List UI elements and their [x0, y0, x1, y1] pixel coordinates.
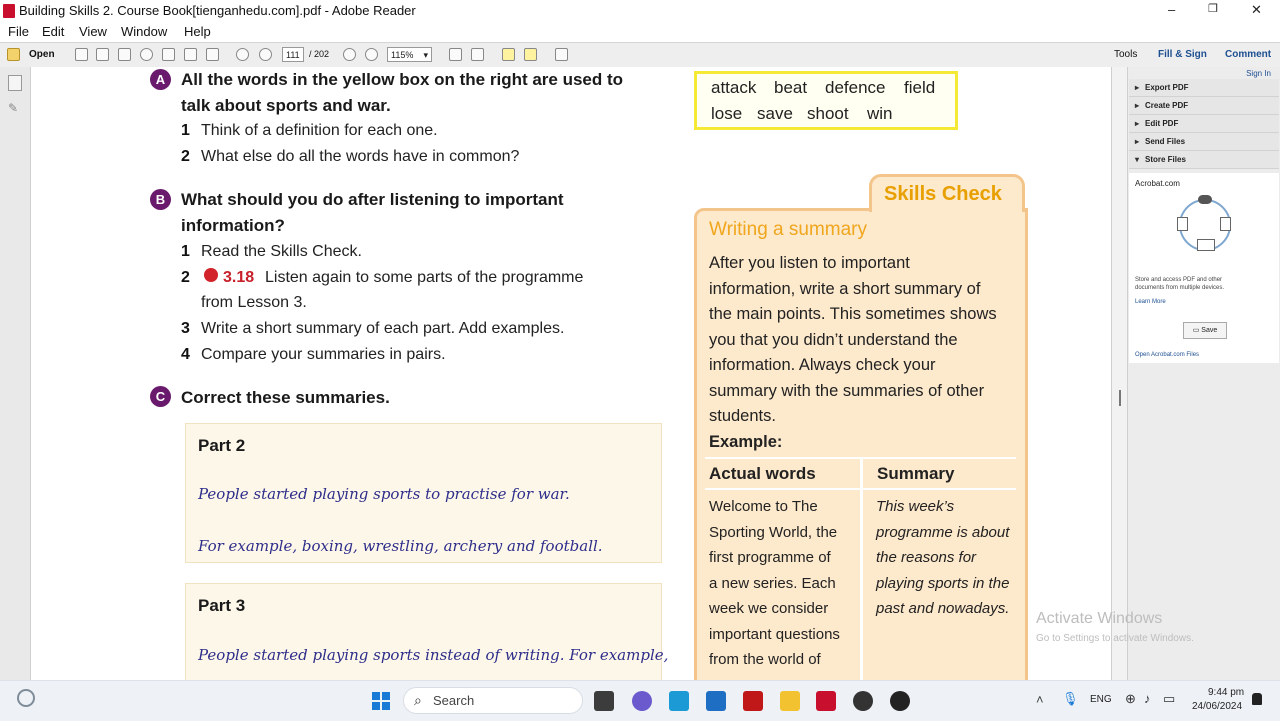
- skills-body-line: students.: [709, 407, 776, 425]
- section-a-item: Think of a definition for each one.: [201, 122, 438, 139]
- section-c-badge: C: [150, 386, 171, 407]
- example-label: Example:: [709, 433, 783, 451]
- taskbar: [0, 680, 1280, 721]
- learn-more-link[interactable]: Learn More: [1135, 299, 1166, 305]
- tools-tab[interactable]: Tools: [1114, 49, 1138, 60]
- title-bar: [0, 0, 1280, 22]
- part-title: Part 2: [198, 436, 246, 455]
- skills-body-line: the main points. This sometimes shows: [709, 305, 997, 323]
- widgets-icon[interactable]: [17, 689, 35, 707]
- expand-arrow-icon: ▸: [1135, 101, 1140, 110]
- item-number: 2: [181, 269, 190, 286]
- scrollbar-thumb[interactable]: [1119, 390, 1121, 406]
- section-b-item: Listen again to some parts of the programme: [265, 269, 584, 286]
- panel-item-label: Export PDF: [1145, 83, 1189, 92]
- folder-icon[interactable]: [7, 48, 20, 61]
- save-icon[interactable]: [162, 48, 175, 61]
- actual-words-line: Sporting World, the: [709, 524, 838, 541]
- page-total: / 202: [309, 49, 330, 59]
- notification-bell-icon[interactable]: [1252, 693, 1262, 705]
- collapse-arrow-icon: ▾: [1135, 155, 1140, 164]
- toolbar: [0, 42, 1280, 68]
- summary-line: This week’s: [876, 498, 955, 515]
- activation-watermark-subtitle: Go to Settings to activate Windows.: [1036, 633, 1194, 644]
- panel-item-edit-pdf[interactable]: [1129, 115, 1279, 133]
- store-files-content: [1129, 173, 1279, 363]
- item-number: 3: [181, 320, 190, 337]
- item-number: 1: [181, 122, 190, 139]
- column-header: Summary: [877, 464, 955, 483]
- next-page-icon[interactable]: [259, 48, 272, 61]
- menu-edit[interactable]: Edit: [42, 24, 65, 39]
- taskbar-search[interactable]: [403, 687, 583, 714]
- fit-width-icon[interactable]: [471, 48, 484, 61]
- skills-check-label: Skills Check: [884, 183, 1002, 205]
- handwritten-line: People started playing sports to practise for war.: [198, 485, 570, 503]
- app-dark-icon[interactable]: [853, 691, 873, 711]
- search-placeholder: Search: [433, 693, 475, 708]
- word: attack: [711, 78, 757, 97]
- panel-item-send-files[interactable]: [1129, 133, 1279, 151]
- word: win: [867, 104, 893, 123]
- microphone-icon[interactable]: 🎙: [1062, 691, 1079, 706]
- word: field: [904, 78, 936, 97]
- sign-in-link[interactable]: Sign In: [1246, 69, 1271, 78]
- email-icon[interactable]: [206, 48, 219, 61]
- skills-body-line: you that you didn’t understand the: [709, 331, 958, 349]
- summary-line: the reasons for: [876, 549, 977, 566]
- section-a-heading-1: All the words in the yellow box on the right are used to: [181, 70, 624, 89]
- item-number: 4: [181, 346, 190, 363]
- section-b-item-continued: from Lesson 3.: [201, 294, 307, 311]
- chevron-up-icon[interactable]: ˄: [1036, 692, 1044, 707]
- open-button[interactable]: Open: [29, 49, 55, 60]
- zoom-out-icon[interactable]: [343, 48, 356, 61]
- clock-date[interactable]: 24/06/2024: [1192, 701, 1243, 712]
- item-number: 1: [181, 243, 190, 260]
- skills-body-line: information. Always check your: [709, 356, 936, 374]
- zoom-value: 115%: [391, 50, 414, 60]
- section-b-item: Read the Skills Check.: [201, 243, 362, 260]
- summary-line: playing sports in the: [876, 575, 1010, 592]
- search-icon: ⌕: [414, 692, 422, 708]
- combine-icon[interactable]: [96, 48, 109, 61]
- panel-item-label: Edit PDF: [1145, 119, 1179, 128]
- section-b-item: Write a short summary of each part. Add examples.: [201, 320, 565, 337]
- create-icon[interactable]: [75, 48, 88, 61]
- panel-item-export-pdf[interactable]: [1129, 79, 1279, 97]
- pen-icon[interactable]: ✎: [8, 101, 19, 115]
- acrobat-com-label: Acrobat.com: [1135, 179, 1180, 188]
- word: lose: [711, 104, 743, 123]
- word-box: [694, 71, 958, 130]
- section-a-heading-2: talk about sports and war.: [181, 96, 391, 115]
- word: defence: [825, 78, 886, 97]
- handwritten-line: For example, boxing, wrestling, archery and football.: [198, 537, 603, 555]
- column-header: Actual words: [709, 464, 816, 483]
- chat-icon[interactable]: [632, 691, 652, 711]
- summary-line: programme is about: [876, 524, 1010, 541]
- skills-check-tab: [869, 174, 1025, 212]
- vertical-scrollbar[interactable]: [1111, 67, 1127, 680]
- mcafee-icon[interactable]: [743, 691, 763, 711]
- skills-body-line: summary with the summaries of other: [709, 382, 985, 400]
- cloud-icon[interactable]: [140, 48, 153, 61]
- actual-words-line: first programme of: [709, 549, 831, 566]
- panel-item-label: Send Files: [1145, 137, 1186, 146]
- menu-window[interactable]: Window: [121, 24, 168, 39]
- section-b-heading-1: What should you do after listening to important: [181, 190, 564, 209]
- chevron-down-icon: ▾: [423, 50, 428, 60]
- part-title: Part 3: [198, 596, 246, 615]
- panel-item-store-files[interactable]: [1129, 151, 1279, 169]
- section-a-badge: A: [150, 69, 171, 90]
- task-view-icon[interactable]: [594, 691, 614, 711]
- zoom-select[interactable]: [387, 47, 432, 62]
- app-l-icon[interactable]: [669, 691, 689, 711]
- navigation-panel: [0, 67, 31, 680]
- section-c-heading: Correct these summaries.: [181, 388, 390, 407]
- expand-arrow-icon: ▸: [1135, 83, 1140, 92]
- fit-page-icon[interactable]: [449, 48, 462, 61]
- print-icon[interactable]: [184, 48, 197, 61]
- file-explorer-icon[interactable]: [780, 691, 800, 711]
- store-description: Store and access PDF and other: [1135, 277, 1223, 283]
- minimize-button[interactable]: ‒: [1168, 2, 1176, 17]
- panel-item-create-pdf[interactable]: [1129, 97, 1279, 115]
- open-acrobat-files-link[interactable]: Open Acrobat.com Files: [1135, 352, 1200, 358]
- handwritten-line: People started playing sports instead of writing. For example,: [198, 646, 669, 664]
- media-player-icon[interactable]: [890, 691, 910, 711]
- activation-watermark-title: Activate Windows: [1036, 610, 1163, 627]
- menu-view[interactable]: View: [79, 24, 107, 39]
- save-button-label: Save: [1201, 327, 1218, 334]
- window-title: Building Skills 2. Course Book[tienganhedu.com].pdf - Adobe Reader: [19, 3, 416, 18]
- save-icon: ▭: [1192, 327, 1202, 334]
- menu-file[interactable]: File: [8, 24, 29, 39]
- audio-track-icon[interactable]: [204, 268, 218, 282]
- cloud-devices-icon: [1179, 199, 1231, 251]
- audio-track-number: 3.18: [223, 269, 255, 286]
- page-thumbnails-icon[interactable]: [8, 75, 22, 91]
- start-windows-icon[interactable]: [372, 692, 390, 710]
- actual-words-line: important questions: [709, 626, 840, 643]
- skills-body-line: After you listen to important: [709, 254, 910, 272]
- network-icon[interactable]: ⊕: [1125, 691, 1136, 706]
- word: shoot: [807, 104, 849, 123]
- item-number: 2: [181, 148, 190, 165]
- clock-time[interactable]: 9:44 pm: [1208, 687, 1245, 698]
- panel-item-label: Create PDF: [1145, 101, 1189, 110]
- adobe-reader-taskbar-icon[interactable]: [816, 691, 836, 711]
- adobe-reader-icon: [3, 4, 15, 18]
- previous-page-icon[interactable]: [236, 48, 249, 61]
- menu-help[interactable]: Help: [184, 24, 211, 39]
- word: save: [757, 104, 793, 123]
- skills-title: Writing a summary: [709, 219, 868, 240]
- page-number-input[interactable]: 111: [282, 47, 304, 62]
- section-b-heading-2: information?: [181, 216, 285, 235]
- sign-icon[interactable]: [524, 48, 537, 61]
- save-button[interactable]: [1183, 322, 1227, 339]
- summary-line: past and nowadays.: [876, 600, 1010, 617]
- battery-icon[interactable]: ▭: [1163, 691, 1176, 706]
- tools-panel: [1127, 67, 1280, 680]
- word: beat: [774, 78, 808, 97]
- comment-tab[interactable]: Comment: [1225, 49, 1272, 60]
- actual-words-line: a new series. Each: [709, 575, 836, 592]
- section-b-badge: B: [150, 189, 171, 210]
- expand-arrow-icon: ▸: [1135, 137, 1140, 146]
- actual-words-line: week we consider: [709, 600, 829, 617]
- comment-bubble-icon[interactable]: [502, 48, 515, 61]
- zoom-in-icon[interactable]: [365, 48, 378, 61]
- fullscreen-icon[interactable]: [555, 48, 568, 61]
- language-indicator[interactable]: ENG: [1090, 694, 1112, 705]
- edit-icon[interactable]: [118, 48, 131, 61]
- menu-bar: [0, 22, 1280, 42]
- summary-card: [185, 583, 662, 680]
- panel-item-label: Store Files: [1145, 155, 1186, 164]
- fill-sign-tab[interactable]: Fill & Sign: [1158, 49, 1207, 60]
- volume-icon[interactable]: ♪: [1144, 691, 1151, 706]
- expand-arrow-icon: ▸: [1135, 119, 1140, 128]
- section-a-item: What else do all the words have in common?: [201, 148, 520, 165]
- skills-body-line: information, write a short summary of: [709, 280, 981, 298]
- section-b-item: Compare your summaries in pairs.: [201, 346, 446, 363]
- table-column-divider: [860, 459, 863, 680]
- restore-button[interactable]: ❐: [1208, 3, 1218, 15]
- close-button[interactable]: ✕: [1251, 2, 1262, 17]
- store-description: documents from multiple devices.: [1135, 285, 1225, 291]
- actual-words-line: Welcome to The: [709, 498, 818, 515]
- mail-icon[interactable]: [706, 691, 726, 711]
- actual-words-line: from the world of: [709, 651, 821, 668]
